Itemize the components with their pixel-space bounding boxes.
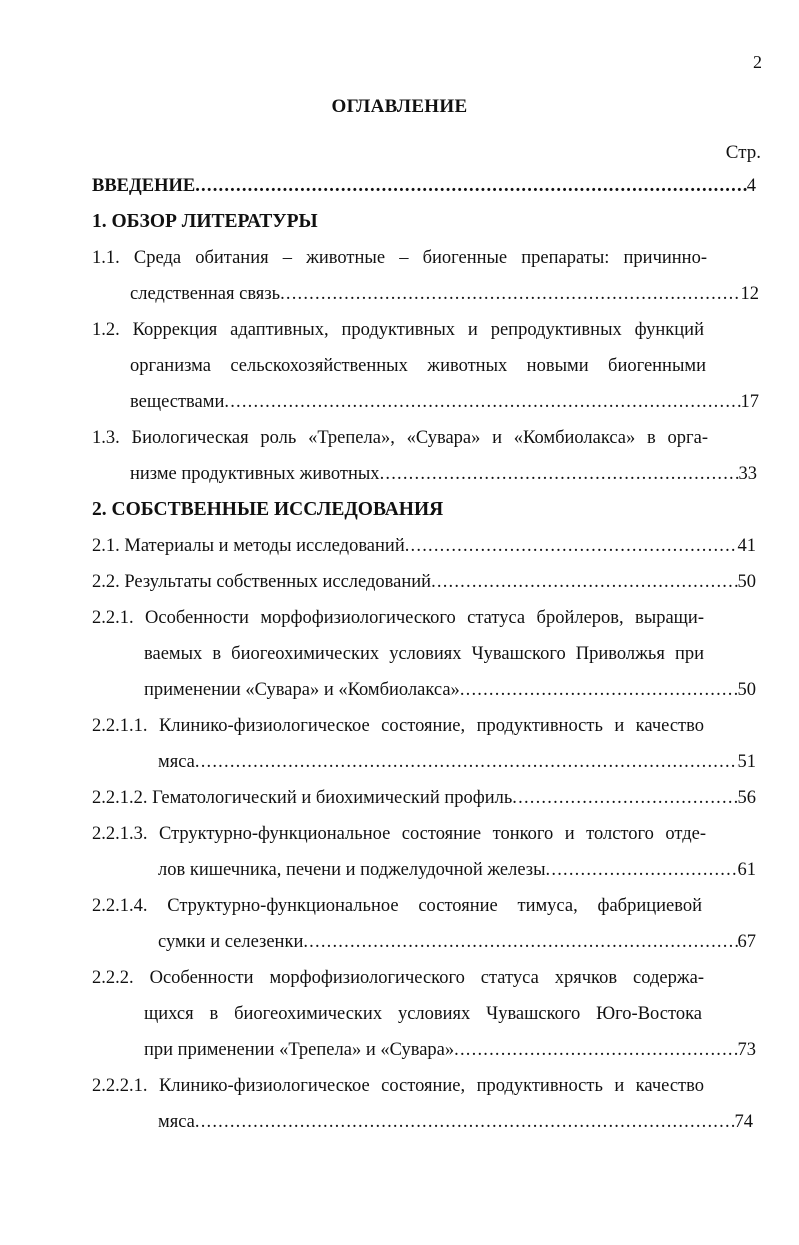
dot-leader — [512, 785, 737, 811]
dot-leader — [195, 173, 747, 199]
dot-leader — [546, 857, 738, 883]
toc-entry-page: 33 — [738, 464, 757, 484]
toc-entry-page: 56 — [737, 788, 756, 808]
toc-entry-introduction — [92, 173, 756, 199]
toc-entry-1-3-line-1: 1.3. Биологическая роль «Трепела», «Сувара» и «Комбиолакса» в орга- — [92, 428, 708, 448]
toc-entry-title: 2.1. Материалы и методы исследований — [92, 536, 405, 556]
toc-entry-2-2-2-1-line-2 — [158, 1109, 753, 1135]
toc-entry-2-2-1-line-2: ваемых в биогеохимических условиях Чувашского Приволжья при — [144, 644, 704, 664]
toc-entry-page: 50 — [737, 572, 756, 592]
toc-entry-page: 4 — [746, 176, 756, 196]
toc-entry-2-2 — [92, 569, 756, 595]
toc-section-own-research: 2. СОБСТВЕННЫЕ ИССЛЕДОВАНИЯ — [92, 499, 444, 520]
toc-entry-2-2-1-4-line-2 — [158, 929, 756, 955]
toc-entry-title: сумки и селезенки — [158, 932, 304, 952]
dot-leader — [431, 569, 737, 595]
toc-entry-1-2-line-3 — [130, 389, 759, 415]
dot-leader — [224, 389, 740, 415]
page-number: 2 — [753, 52, 762, 72]
toc-entry-2-2-1-4-line-1: 2.2.1.4. Структурно-функциональное состояние тимуса, фабрициевой — [92, 896, 702, 916]
toc-entry-page: 61 — [737, 860, 756, 880]
toc-entry-title: при применении «Трепела» и «Сувара» — [144, 1040, 455, 1060]
toc-entry-2-2-1-line-1: 2.2.1. Особенности морфофизиологического статуса бройлеров, выращи- — [92, 608, 704, 628]
toc-entry-1-2-line-1: 1.2. Коррекция адаптивных, продуктивных и репродуктивных функций — [92, 320, 704, 340]
toc-entry-page: 74 — [734, 1112, 753, 1132]
dot-leader — [195, 1109, 735, 1135]
dot-leader — [460, 677, 738, 703]
toc-entry-page: 51 — [737, 752, 756, 772]
toc-entry-1-2-line-2: организма сельскохозяйственных животных новыми биогенными — [130, 356, 706, 376]
toc-entry-page: 50 — [737, 680, 756, 700]
toc-entry-1-1-line-2 — [130, 281, 759, 307]
toc-entry-page: 41 — [737, 536, 756, 556]
dot-leader — [380, 461, 739, 487]
toc-entry-page: 12 — [740, 284, 759, 304]
toc-entry-2-2-2-line-2: щихся в биогеохимических условиях Чувашского Юго-Востока — [144, 1004, 702, 1024]
toc-entry-title: 2.2.1.2. Гематологический и биохимический профиль — [92, 788, 513, 808]
toc-entry-page: 73 — [737, 1040, 756, 1060]
toc-entry-title: 2.2. Результаты собственных исследований — [92, 572, 432, 592]
toc-entry-2-2-1-3-line-1: 2.2.1.3. Структурно-функциональное состояние тонкого и толстого отде- — [92, 824, 706, 844]
toc-entry-2-2-1-3-line-2 — [158, 857, 756, 883]
toc-entry-2-1 — [92, 533, 756, 559]
toc-entry-page: 17 — [740, 392, 759, 412]
toc-entry-2-2-1-line-3 — [144, 677, 756, 703]
toc-section-literature: 1. ОБЗОР ЛИТЕРАТУРЫ — [92, 211, 318, 232]
toc-entry-1-3-line-2 — [130, 461, 757, 487]
toc-entry-title: применении «Сувара» и «Комбиолакса» — [144, 680, 460, 700]
toc-entry-title: мяса — [158, 1112, 195, 1132]
toc-entry-1-1-line-1: 1.1. Среда обитания – животные – биогенные препараты: причинно- — [92, 248, 707, 268]
toc-entry-page: 67 — [737, 932, 756, 952]
toc-entry-2-2-1-2 — [92, 785, 756, 811]
dot-leader — [405, 533, 738, 559]
toc-entry-2-2-2-line-1: 2.2.2. Особенности морфофизиологического статуса хрячков содержа- — [92, 968, 704, 988]
dot-leader — [454, 1037, 737, 1063]
page-title: ОГЛАВЛЕНИЕ — [331, 96, 468, 117]
toc-entry-title: ВВЕДЕНИЕ — [92, 176, 196, 196]
dot-leader — [303, 929, 737, 955]
toc-entry-2-2-1-1-line-2 — [158, 749, 756, 775]
toc-entry-2-2-1-1-line-1: 2.2.1.1. Клинико-физиологическое состояние, продуктивность и качество — [92, 716, 704, 736]
page-column-label: Стр. — [725, 142, 761, 163]
dot-leader — [280, 281, 740, 307]
toc-entry-title: веществами — [130, 392, 225, 412]
toc-entry-2-2-2-line-3 — [144, 1037, 756, 1063]
toc-entry-title: следственная связь — [130, 284, 281, 304]
dot-leader — [195, 749, 738, 775]
toc-entry-title: мяса — [158, 752, 195, 772]
toc-entry-title: лов кишечника, печени и поджелудочной железы — [158, 860, 546, 880]
toc-entry-2-2-2-1-line-1: 2.2.2.1. Клинико-физиологическое состояние, продуктивность и качество — [92, 1076, 704, 1096]
toc-entry-title: низме продуктивных животных — [130, 464, 380, 484]
